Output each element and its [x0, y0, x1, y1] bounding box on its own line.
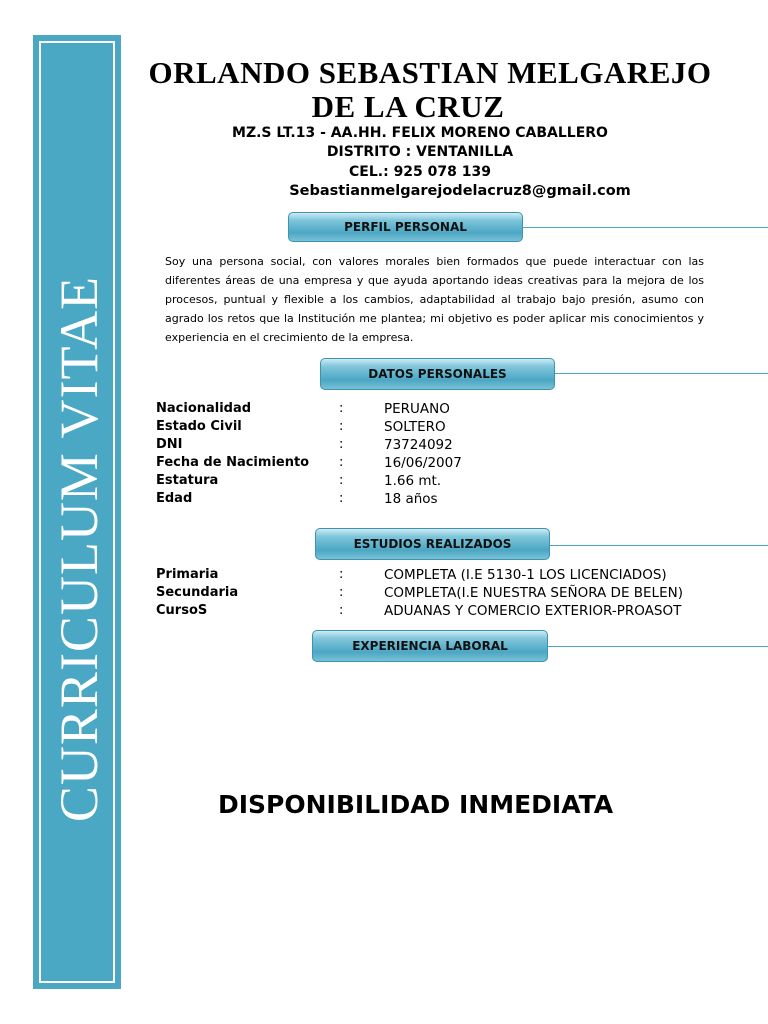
sidebar	[33, 35, 121, 989]
profile-text: Soy una persona social, con valores morales bien formados que puede interactuar con las diferentes áreas de una empresa y que ayuda aportando ideas creativas para la mejora de los procesos, puntual y flexible a los cambios, adaptabilidad al trabajo bajo presión, asumo con agrado los retos que la Institución me plantea; mi objetivo es poder aplicar mis conocimientos y experiencia en el crecimiento de la empresa.	[165, 255, 704, 344]
section-profile-header: PERFIL PERSONAL	[288, 212, 523, 242]
name-line-2: DE LA CRUZ	[311, 89, 505, 124]
section-line	[549, 545, 768, 546]
email: Sebastianmelgarejodelacruz8@gmail.com	[289, 183, 631, 199]
name-line-1: ORLANDO SEBASTIAN MELGAREJO	[148, 55, 712, 90]
section-line	[554, 373, 768, 374]
sidebar-title: CURRICULUM VITAE	[49, 275, 109, 823]
address: MZ.S LT.13 - AA.HH. FELIX MORENO CABALLERO	[232, 125, 608, 141]
phone: CEL.: 925 078 139	[349, 164, 491, 180]
section-studies-header: ESTUDIOS REALIZADOS	[315, 528, 550, 560]
section-personal-data-header: DATOS PERSONALES	[320, 358, 555, 390]
section-line	[547, 646, 768, 647]
district: DISTRITO : VENTANILLA	[326, 144, 514, 160]
section-experience-header: EXPERIENCIA LABORAL	[312, 630, 548, 662]
availability-text: DISPONIBILIDAD INMEDIATA	[218, 790, 614, 819]
section-line	[522, 227, 768, 228]
